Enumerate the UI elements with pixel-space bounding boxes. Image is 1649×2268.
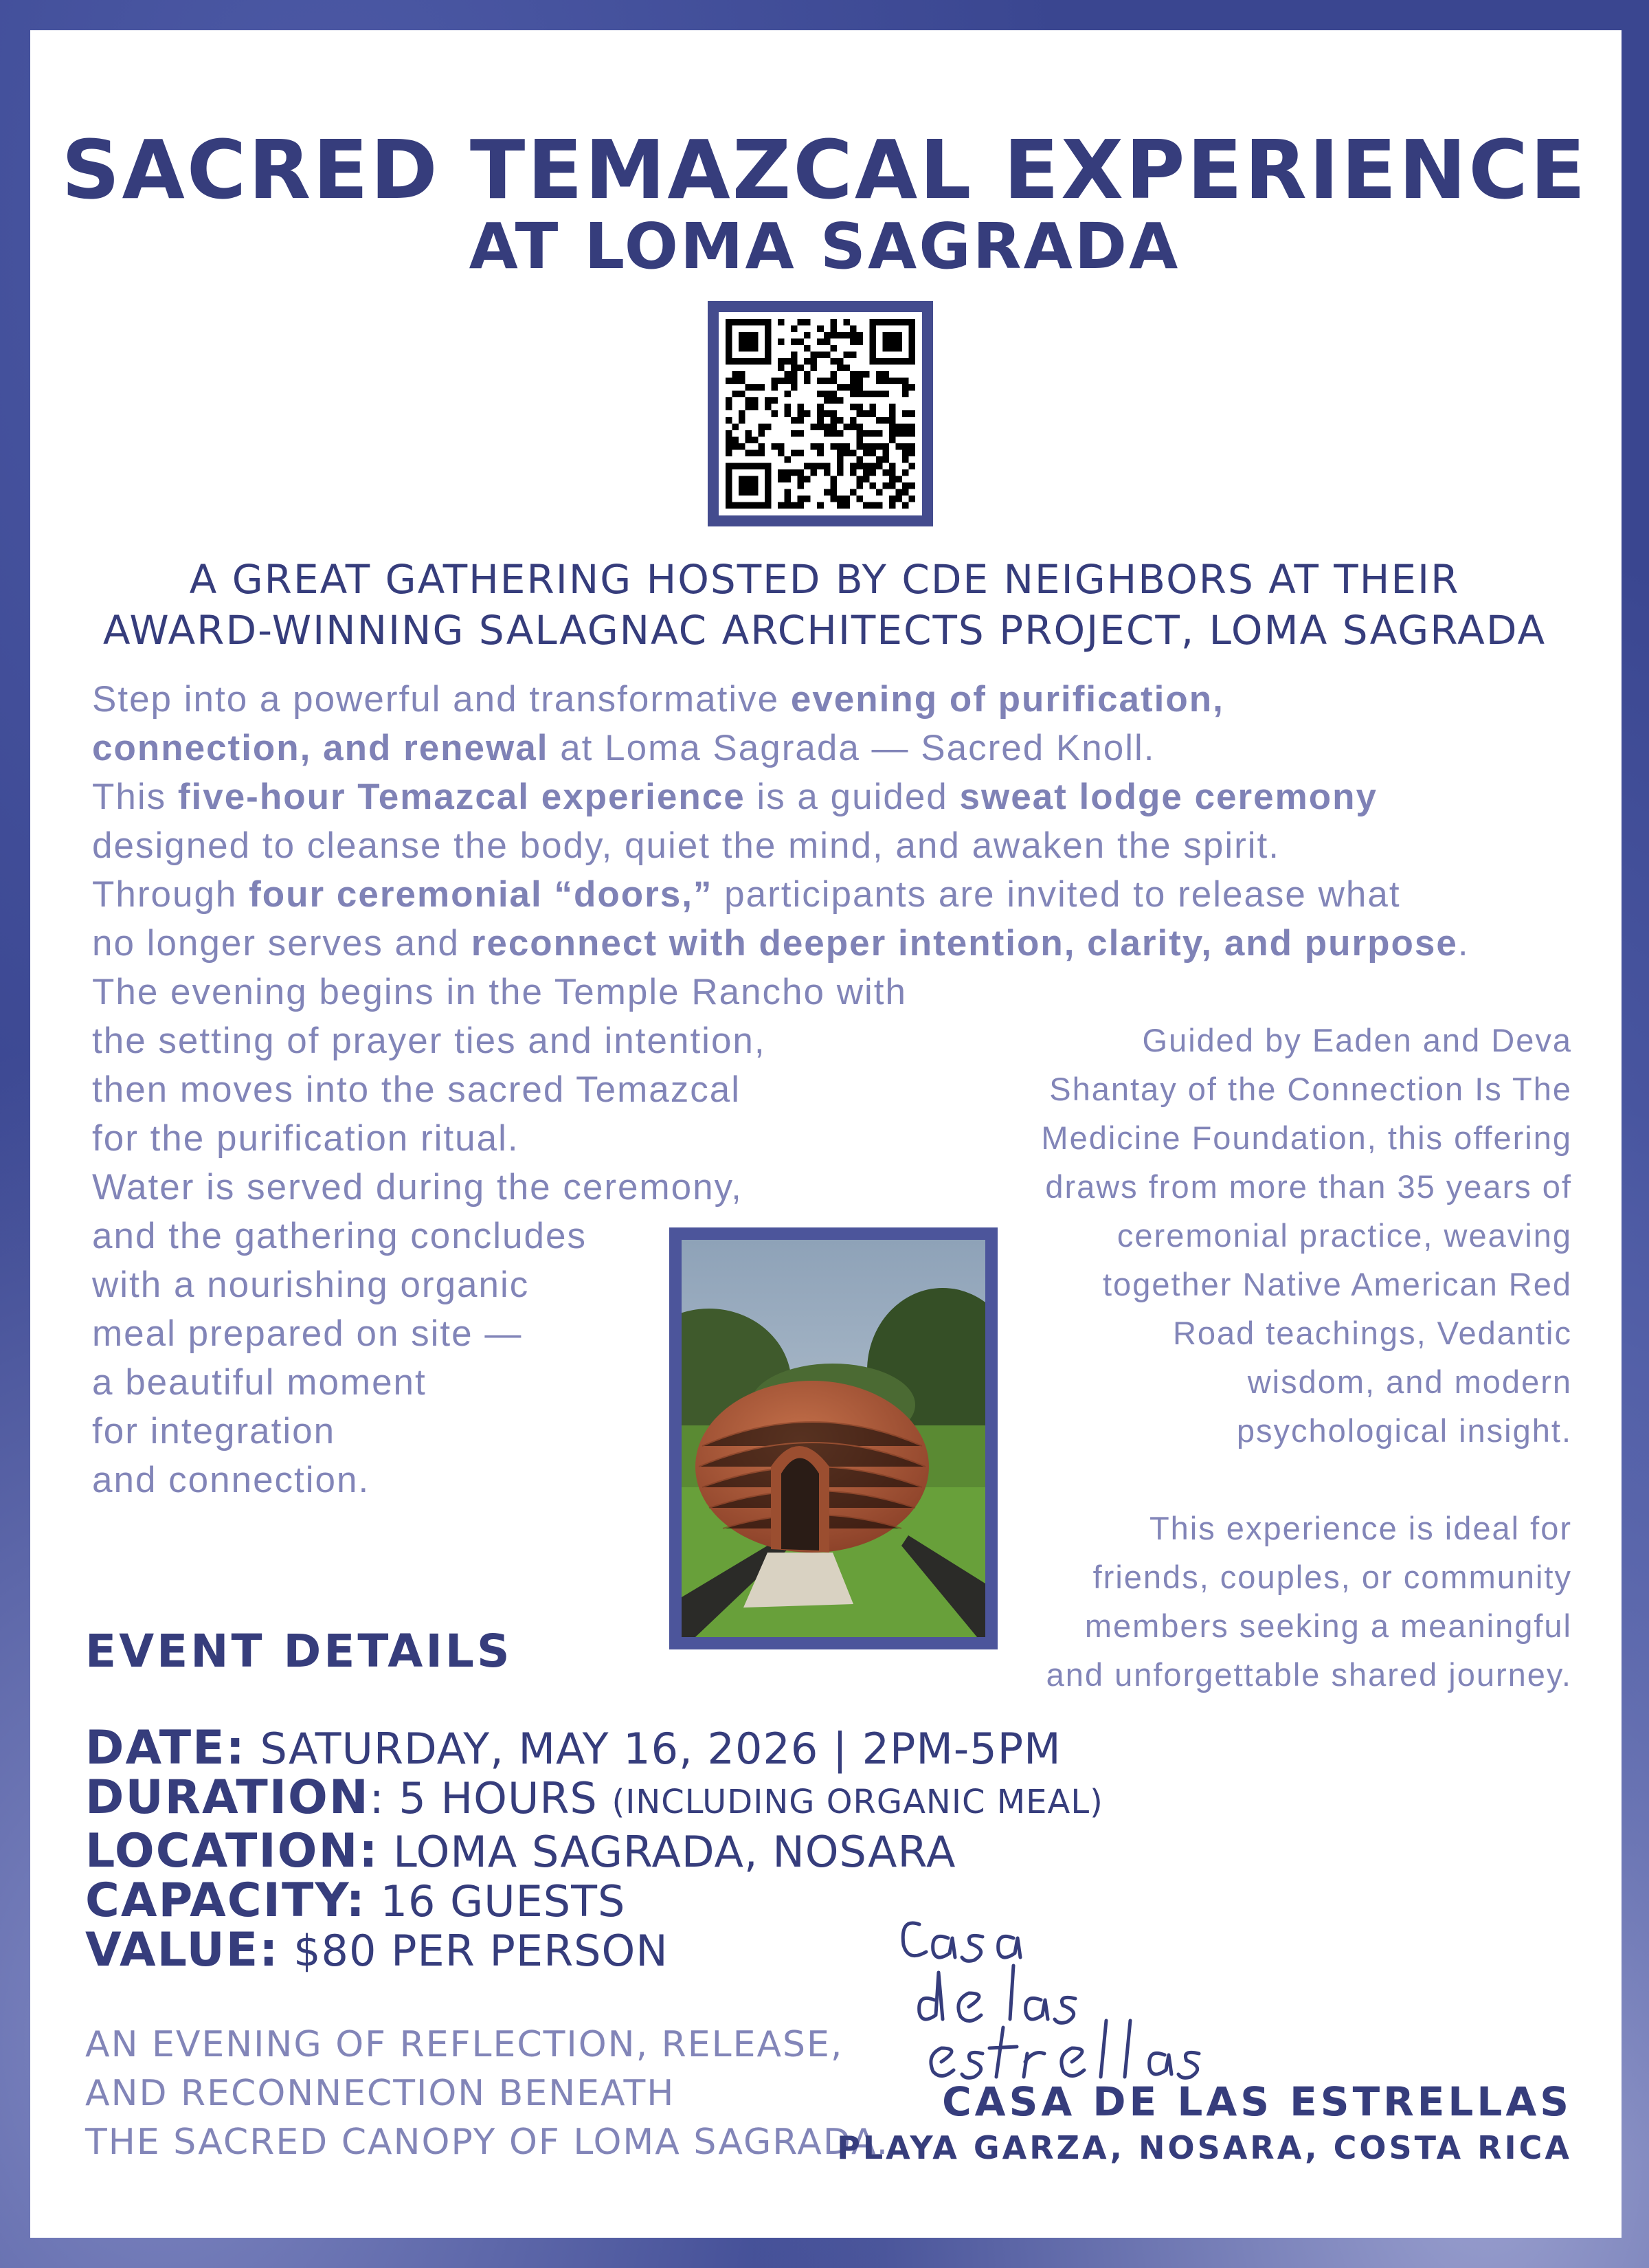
duration-row: DURATION: 5 HOURS (INCLUDING ORGANIC MEAL) [85,1770,1103,1825]
facilitator-description: Guided by Eaden and Deva Shantay of the Connection Is The Medicine Foundation, this offering draws from more than 35 years of ceremonial practice, weaving together Native American Red Road teachings, Vedantic wisdom, and modern psychological insight. This experience is ideal for friends, couples, or community members seeking a meaningful and unforgettable shared journey. [1041,1022,1572,1693]
value-row: VALUE: $80 PER PERSON [85,1923,669,1977]
main-subtitle: AT LOMA SAGRADA [469,210,1180,283]
capacity-row: CAPACITY: 16 GUESTS [85,1874,626,1928]
brand-location: PLAYA GARZA, NOSARA, COSTA RICA [837,2129,1572,2166]
host-line-1: A GREAT GATHERING HOSTED BY CDE NEIGHBORS AT THEIR [189,556,1460,603]
ceremony-description: The evening begins in the Temple Rancho with the setting of prayer ties and intention, then moves into the sacred Temazcal for the purification ritual. Water is served during the ceremony, and the gathering concludes with a nourishing organic meal prepared on site — a beautiful moment for integration and connection. [92,972,907,1500]
brand-name: CASA DE LAS ESTRELLAS [942,2078,1572,2125]
qr-code-icon [726,319,915,509]
main-title: SACRED TEMAZCAL EXPERIENCE [61,122,1588,217]
qr-code[interactable] [708,301,933,526]
event-details-heading: EVENT DETAILS [85,1625,513,1678]
host-line-2: AWARD-WINNING SALAGNAC ARCHITECTS PROJECT, LOMA SAGRADA [102,607,1547,654]
closing-tagline: AN EVENING OF REFLECTION, RELEASE, AND RECONNECTION BENEATH THE SACRED CANOPY OF LOMA SAGRADA. [85,2024,890,2163]
temazcal-photo [669,1227,998,1649]
temazcal-photo-icon [682,1240,985,1637]
location-row: LOCATION: LOMA SAGRADA, NOSARA [85,1824,956,1878]
intro-paragraph: Step into a powerful and transformative evening of purification, connection, and renewal at Loma Sagrada — Sacred Knoll. This five-hour Temazcal experience is a guided sweat lodge ceremony designed to cleanse the body, quiet the mind, and awaken the spirit. Through four ceremonial “doors,” participants are invited to release what no longer serves and reconnect with deeper intention, clarity, and purpose. [92,679,1470,964]
date-row: DATE: SATURDAY, MAY 16, 2026 | 2PM-5PM [85,1721,1062,1775]
